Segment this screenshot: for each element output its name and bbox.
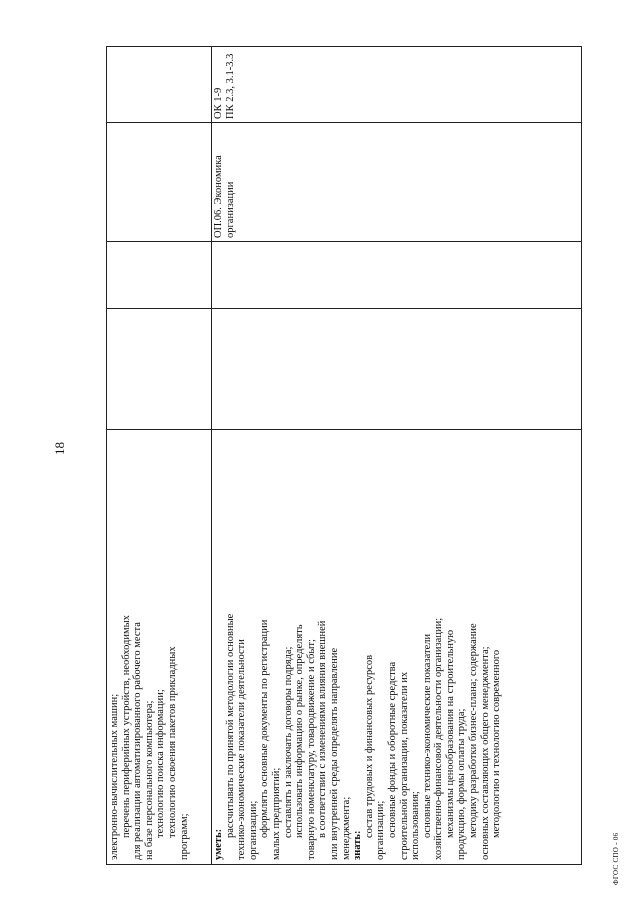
footer-label: ФГОС СПО - 06 (612, 832, 620, 885)
text-line: технологию поиска информации; (155, 689, 167, 838)
text-line: рассчитывать по принятой методологии основные (224, 613, 236, 838)
row2-discipline-cell (211, 123, 583, 242)
row1-content-cell (107, 430, 211, 864)
page-number: 18 (52, 442, 67, 455)
text-line: менеджмента; (340, 796, 352, 860)
text-line: основные фонды и оборотные средства (386, 661, 398, 838)
text-line: методологию и технологию современного (491, 649, 503, 838)
text-line: малых предприятий; (270, 767, 282, 860)
text-line: основные технико-экономические показатели (421, 633, 433, 838)
text-line: использования; (410, 791, 422, 860)
text-line: перечень периферийных устройств, необходимых (120, 615, 132, 838)
text-line: составлять и заключать договоры подряда; (282, 646, 294, 838)
text-line: или внутренней среды определять направление (328, 647, 340, 860)
text-line: продукцию, формы оплаты труда; (456, 708, 468, 860)
text-line: ПК 2.3, 3.1-3.3 (224, 53, 236, 119)
col-divider (107, 308, 581, 309)
competency-table (106, 46, 582, 865)
text-line: для реализации автоматизированного рабочего места (132, 622, 144, 860)
text-line: основных составляющих общего менеджмента; (479, 646, 491, 860)
text-line: организации; (247, 800, 259, 860)
text-line: электронно-вычислительных машин; (109, 693, 120, 860)
text-line: ОК 1-9 (213, 87, 224, 119)
text-line: организации; (375, 800, 387, 860)
text-line: ОП.06. Экономика (213, 155, 224, 238)
text-line: механизмы ценообразования на строительную (444, 629, 456, 838)
text-line: хозяйственно-финансовой деятельности организации; (433, 617, 445, 860)
text-line: программ; (178, 813, 190, 860)
text-line: в соответствии с изменениями влияния внешней (317, 620, 329, 838)
text-line: знать: (352, 830, 364, 860)
text-line: технологию освоения пакетов прикладных (166, 646, 178, 838)
text-line: на базе персонального компьютера; (143, 700, 155, 860)
text-line: оформлять основные документы по регистрации (259, 619, 271, 838)
text-line: строительной организации, показатели их (398, 671, 410, 860)
text-line: использовать информацию о рынке, определять (294, 624, 306, 838)
row2-competence-cell (211, 45, 583, 123)
text-line: организации (224, 181, 236, 238)
text-line: уметь: (213, 828, 224, 860)
text-line: методику разработки бизнес-плана; содержание (468, 623, 480, 838)
text-line: товарную номенклатуру, товародвижение и сбыт; (305, 639, 317, 860)
text-line: состав трудовых и финансовых ресурсов (363, 654, 375, 838)
text-line: технико-экономические показатели деятельности (236, 639, 248, 860)
row2-content-cell (211, 430, 583, 864)
